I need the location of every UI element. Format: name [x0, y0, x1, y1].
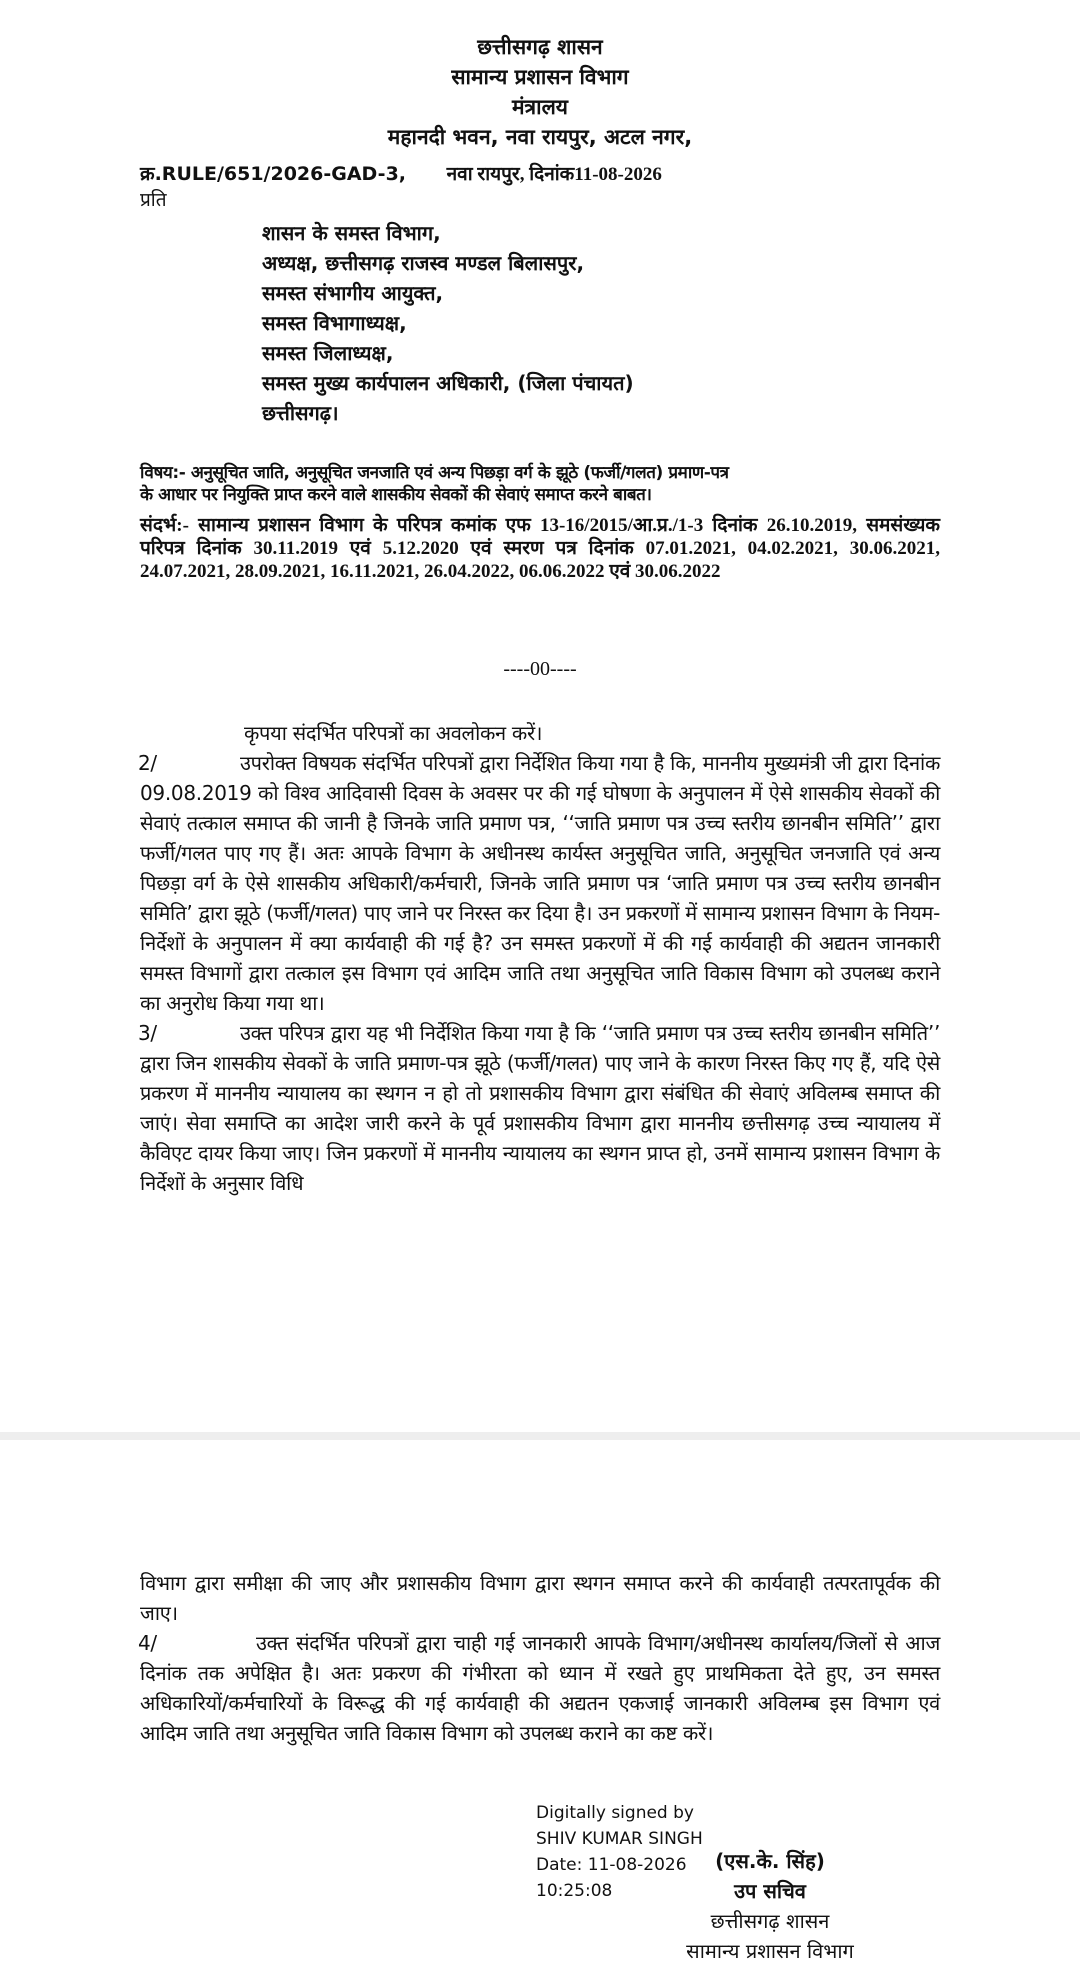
letterhead-address: महानदी भवन, नवा रायपुर, अटल नगर,	[387, 125, 693, 149]
page-gap	[0, 1432, 1080, 1440]
paragraph-4	[140, 1628, 940, 1748]
addressee-list	[262, 218, 634, 428]
addressee-item: अध्यक्ष, छत्तीसगढ़ राजस्व मण्डल बिलासपुर,	[262, 251, 585, 275]
signatory-org-1: छत्तीसगढ़ शासन	[710, 1909, 830, 1933]
addressee-item: समस्त जिलाध्यक्ष,	[262, 341, 394, 365]
letter-body-continued	[140, 1568, 940, 1748]
paragraph-3-continued: विभाग द्वारा समीक्षा की जाए और प्रशासकीय विभाग द्वारा स्थगन समाप्त करने की कार्यवाही तत्परतापूर्वक की जाए।	[140, 1571, 940, 1625]
addressee-item: छत्तीसगढ़।	[262, 401, 339, 425]
reference-line	[140, 160, 662, 186]
digital-sign-line-1: Digitally signed by	[536, 1803, 694, 1823]
addressee-item: समस्त संभागीय आयुक्त,	[262, 281, 444, 305]
paragraph-3-text: उक्त परिपत्र द्वारा यह भी निर्देशित किया गया है कि ‘‘जाति प्रमाण पत्र उच्च स्तरीय छानबीन समिति’’ द्वारा जिन शासकीय सेवकों के जाति प्रमाण-पत्र झूठे (फर्जी/गलत) पाए जाने के कारण निरस्त किए गए हैं, यदि ऐसे प्रकरण में माननीय न्यायालय का स्थगन न हो तो प्रशासकीय विभाग द्वारा संबंधित की सेवाएं अविलम्ब समाप्त की जाएं। सेवा समाप्ति का आदेश जारी करने के पूर्व प्रशासकीय विभाग द्वारा माननीय छत्तीसगढ़ उच्च न्यायालय में कैविएट दायर किया जाए। जिन प्रकरणों में माननीय न्यायालय का स्थगन प्राप्त हो, उनमें सामान्य प्रशासन विभाग के निर्देशों के अनुसार विधि	[140, 1021, 940, 1195]
signatory-block	[620, 1846, 920, 1966]
paragraph-3-number: 3/	[138, 1021, 157, 1045]
place-date: नवा रायपुर, दिनांक11-08-2026	[446, 164, 662, 185]
digital-sign-date: Date: 11-08-2026	[536, 1855, 687, 1875]
signatory-designation: उप सचिव	[734, 1879, 806, 1903]
reference-number: क्र.RULE/651/2026-GAD-3,	[140, 163, 407, 185]
paragraph-3	[140, 1018, 940, 1198]
subject-block	[140, 462, 940, 506]
digital-sign-name: SHIV KUMAR SINGH	[536, 1829, 703, 1849]
subject-line-2: के आधार पर नियुक्ति प्राप्त करने वाले शासकीय सेवकों की सेवाएं समाप्त करने बाबत।	[140, 485, 652, 505]
letterhead	[0, 32, 1080, 152]
addressee-item: समस्त मुख्य कार्यपालन अधिकारी, (जिला पंचायत)	[262, 371, 634, 395]
paragraph-1: कृपया संदर्भित परिपत्रों का अवलोकन करें।	[244, 721, 543, 745]
subject-line-1: विषय:- अनुसूचित जाति, अनुसूचित जनजाति एवं अन्य पिछड़ा वर्ग के झूठे (फर्जी/गलत) प्रमाण-पत्र	[140, 463, 729, 483]
letterhead-ministry: मंत्रालय	[511, 95, 568, 119]
paragraph-4-number: 4/	[138, 1631, 157, 1655]
paragraph-2	[140, 748, 940, 1018]
addressee-item: समस्त विभागाध्यक्ष,	[262, 311, 407, 335]
signatory-org-2: सामान्य प्रशासन विभाग	[686, 1939, 854, 1963]
paragraph-2-text: उपरोक्त विषयक संदर्भित परिपत्रों द्वारा निर्देशित किया गया है कि, माननीय मुख्यमंत्री जी द्वारा दिनांक 09.08.2019 को विश्व आदिवासी दिवस के अवसर पर की गई घोषणा के अनुपालन में ऐसे शासकीय सेवकों की सेवाएं तत्काल समाप्त की जानी है जिनके जाति प्रमाण पत्र, ‘‘जाति प्रमाण पत्र उच्च स्तरीय छानबीन समिति’’ द्वारा फर्जी/गलत पाए गए हैं। अतः आपके विभाग के अधीनस्थ कार्यस्त अनुसूचित जाति, अनुसूचित जनजाति एवं अन्य पिछड़ा वर्ग के ऐसे शासकीय अधिकारी/कर्मचारी, जिनके जाति प्रमाण पत्र ‘जाति प्रमाण पत्र उच्च स्तरीय छानबीन समिति’ द्वारा झूठे (फर्जी/गलत) पाए जाने पर निरस्त कर दिया है। उन प्रकरणों में सामान्य प्रशासन विभाग के नियम-निर्देशों के अनुपालन में क्या कार्यवाही की गई है? उन समस्त प्रकरणों में की गई कार्यवाही की अद्यतन जानकारी समस्त विभागों द्वारा तत्काल इस विभाग एवं आदिम जाति तथा अनुसूचित जाति विकास विभाग को उपलब्ध कराने का अनुरोध किया गया था।	[140, 751, 940, 1015]
digital-sign-time: 10:25:08	[536, 1881, 613, 1901]
addressee-item: शासन के समस्त विभाग,	[262, 221, 441, 245]
prati-label: प्रति	[140, 189, 167, 211]
letterhead-government: छत्तीसगढ़ शासन	[477, 35, 603, 59]
paragraph-4-text: उक्त संदर्भित परिपत्रों द्वारा चाही गई जानकारी आपके विभाग/अधीनस्थ कार्यालय/जिलों से आज दिनांक तक अपेक्षित है। अतः प्रकरण की गंभीरता को ध्यान में रखते हुए प्राथमिकता देते हुए, उन समस्त अधिकारियों/कर्मचारियों के विरूद्ध की गई कार्यवाही की अद्यतन एकजाई जानकारी अविलम्ब इस विभाग एवं आदिम जाति तथा अनुसूचित जाति विकास विभाग को उपलब्ध कराने का कष्ट करें।	[140, 1631, 940, 1745]
letterhead-department: सामान्य प्रशासन विभाग	[451, 65, 629, 89]
signatory-name: (एस.के. सिंह)	[715, 1849, 825, 1873]
letter-body	[140, 718, 940, 1198]
reference-circulars: संदर्भ:- सामान्य प्रशासन विभाग के परिपत्र कमांक एफ 13-16/2015/आ.प्र./1-3 दिनांक 26.10.2019, समसंख्यक परिपत्र दिनांक 30.11.2019 एवं 5.12.2020 एवं स्मरण पत्र दिनांक 07.01.2021, 04.02.2021, 30.06.2021, 24.07.2021, 28.09.2021, 16.11.2021, 26.04.2022, 06.06.2022 एवं 30.06.2022	[140, 515, 940, 582]
separator: ----00----	[503, 658, 577, 680]
paragraph-2-number: 2/	[138, 751, 157, 775]
